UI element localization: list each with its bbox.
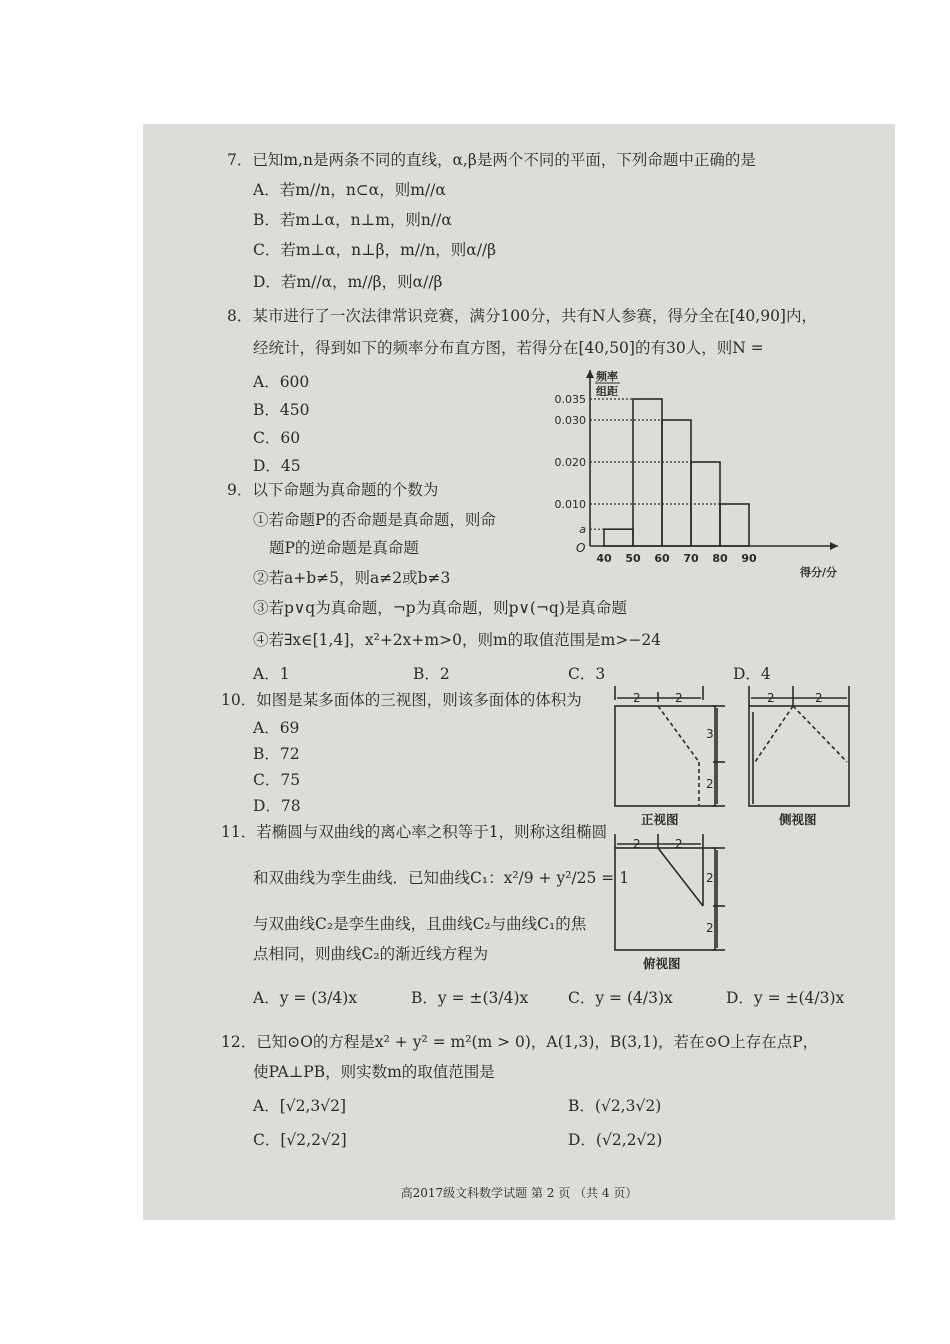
front-view-dim-top-right: 2	[675, 691, 683, 705]
question-11-line2: 和双曲线为孪生曲线．已知曲线C₁：x²/9 + y²/25 = 1	[253, 869, 630, 887]
question-12-option-d: D．(√2,2√2)	[568, 1131, 663, 1149]
front-view-dim-right-lower: 2	[706, 777, 714, 791]
question-9-item-4: ④若∃x∈[1,4]，x²+2x+m>0，则m的取值范围是m>−24	[253, 631, 662, 649]
y-tick-label-0: 0.035	[554, 393, 586, 406]
x-tick-label-80: 80	[712, 552, 728, 565]
side-view-dim-top-left: 2	[767, 691, 775, 705]
question-8-stem-line1: 8．某市进行了一次法律常识竞赛，满分100分，共有N人参赛，得分全在[40,90]内，	[227, 307, 817, 325]
question-8-option-a: A．600	[253, 373, 310, 391]
y-tick-label-4: a	[579, 523, 586, 537]
side-view-dim-top-right: 2	[815, 691, 823, 705]
question-11-option-a: A．y = (3/4)x	[253, 989, 358, 1007]
question-12-stem-line1: 12．已知⊙O的方程是x² + y² = m²(m > 0)，A(1,3)，B(3,1)，若在⊙O上存在点P，	[221, 1033, 819, 1051]
page-footer: 高2017级文科数学试题 第 2 页 （共 4 页）	[400, 1186, 638, 1200]
top-view-dim-top-right: 2	[675, 837, 683, 851]
question-7-option-d: D．若m//α，m//β，则α//β	[253, 273, 443, 291]
front-view-dim-right-upper: 3	[706, 727, 714, 741]
question-9-item-2: ②若a+b≠5，则a≠2或b≠3	[253, 569, 451, 587]
question-11-line1: 11．若椭圆与双曲线的离心率之积等于1，则称这组椭圆	[221, 823, 608, 841]
question-11-line3: 与双曲线C₂是孪生曲线，且曲线C₂与曲线C₁的焦	[253, 915, 587, 933]
question-8-option-c: C．60	[253, 429, 301, 447]
x-axis-arrow	[830, 542, 838, 550]
question-11-option-b: B．y = ±(3/4)x	[411, 989, 529, 1007]
exam-page	[143, 124, 895, 1220]
y-axis-label-bottom: 组距	[596, 385, 618, 398]
front-view-dim-top-left: 2	[633, 691, 641, 705]
question-10-option-a: A．69	[253, 719, 300, 737]
question-7-option-a: A．若m//n，n⊂α，则m//α	[253, 181, 446, 199]
x-tick-label-60: 60	[654, 552, 670, 565]
histogram-bar-50-60	[633, 399, 662, 546]
question-10-option-c: C．75	[253, 771, 301, 789]
question-8-option-b: B．450	[253, 401, 310, 419]
histogram-bar-80-90	[720, 504, 749, 546]
x-tick-label-70: 70	[683, 552, 699, 565]
question-12-stem-line2: 使PA⊥PB，则实数m的取值范围是	[253, 1063, 495, 1081]
frequency-histogram	[538, 368, 858, 578]
y-tick-label-2: 0.020	[554, 456, 586, 469]
y-tick-label-3: 0.010	[554, 498, 586, 511]
question-10-stem: 10．如图是某多面体的三视图，则该多面体的体积为	[221, 691, 582, 709]
histogram-bar-60-70	[662, 420, 691, 546]
top-view-dim-top-left: 2	[633, 837, 641, 851]
question-11-option-d: D．y = ±(4/3)x	[726, 989, 845, 1007]
x-axis-label: 得分/分	[800, 566, 838, 578]
x-tick-label-90: 90	[741, 552, 757, 565]
question-12-option-c: C．[√2,2√2]	[253, 1131, 347, 1149]
top-view-dim-right-upper: 2	[706, 871, 714, 885]
question-12-option-a: A．[√2,3√2]	[253, 1097, 347, 1115]
question-9-item-1-cont: 题P的逆命题是真命题	[269, 539, 419, 557]
question-11-option-c: C．y = (4/3)x	[568, 989, 673, 1007]
question-9-stem: 9．以下命题为真命题的个数为	[227, 481, 439, 499]
x-tick-label-50: 50	[625, 552, 641, 565]
top-view-dim-right-lower: 2	[706, 921, 714, 935]
question-9-option-b: B．2	[413, 665, 450, 683]
question-11-line4: 点相同，则曲线C₂的渐近线方程为	[253, 945, 489, 963]
top-view-label: 俯视图	[643, 956, 681, 971]
three-views-diagram	[603, 682, 863, 976]
y-axis-arrow	[586, 370, 594, 378]
question-10-option-d: D．78	[253, 797, 301, 815]
question-9-option-d: D．4	[733, 665, 771, 683]
question-7-option-c: C．若m⊥α，n⊥β，m//n，则α//β	[253, 241, 497, 259]
question-12-option-b: B．(√2,3√2)	[568, 1097, 662, 1115]
y-axis-label-top: 频率	[596, 370, 618, 383]
question-9-option-c: C．3	[568, 665, 606, 683]
question-8-stem-line2: 经统计，得到如下的频率分布直方图，若得分在[40,50]的有30人，则N =	[253, 339, 764, 357]
question-7-option-b: B．若m⊥α，n⊥m，则n//α	[253, 211, 452, 229]
question-7-stem: 7．已知m,n是两条不同的直线，α,β是两个不同的平面，下列命题中正确的是	[227, 151, 756, 169]
side-view-label: 侧视图	[779, 812, 817, 827]
origin-label: O	[576, 541, 586, 555]
question-9-option-a: A．1	[253, 665, 290, 683]
question-9-item-1: ①若命题P的否命题是真命题，则命	[253, 511, 496, 529]
x-tick-label-40: 40	[596, 552, 612, 565]
question-8-option-d: D．45	[253, 457, 301, 475]
front-view-label: 正视图	[641, 812, 679, 827]
question-10-option-b: B．72	[253, 745, 300, 763]
question-9-item-3: ③若p∨q为真命题，¬p为真命题，则p∨(¬q)是真命题	[253, 599, 627, 617]
y-tick-label-1: 0.030	[554, 414, 586, 427]
histogram-bar-40-50	[604, 529, 633, 546]
